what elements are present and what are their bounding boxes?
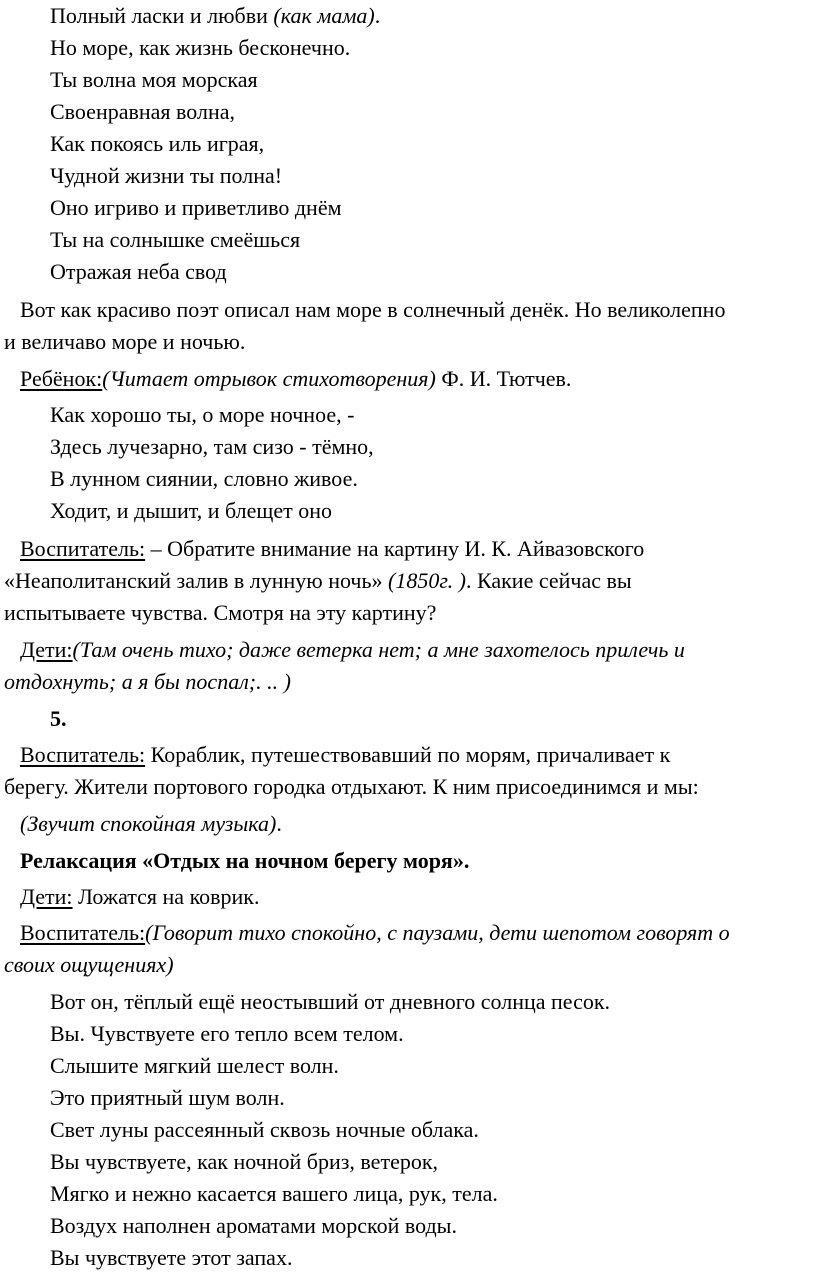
- music-note: (Звучит спокойная музыка).: [20, 811, 282, 836]
- section-number: 5.: [50, 706, 67, 731]
- teacher-line: испытываете чувства. Смотря на эту картину?: [4, 600, 437, 625]
- poem3-line: Воздух наполнен ароматами морской воды.: [50, 1213, 457, 1238]
- speaker-label: Воспитатель:: [20, 742, 146, 767]
- speaker-label: Воспитатель:: [20, 920, 146, 945]
- poem1-line: Своенравная волна,: [50, 99, 235, 124]
- poem1-line: Но море, как жизнь бесконечно.: [50, 35, 351, 60]
- poem1-line: Оно игриво и приветливо днём: [50, 195, 342, 220]
- poem1-line: Как покоясь иль играя,: [50, 131, 265, 156]
- poem1-line: Ты на солнышке смеёшься: [50, 227, 301, 252]
- children-line: Дети: Ложатся на коврик.: [20, 884, 260, 909]
- poem2-line: Ходит, и дышит, и блещет оно: [50, 498, 332, 523]
- speaker-label: Ребёнок:: [20, 366, 103, 391]
- children-line: отдохнуть; а я бы поспал;. .. ): [4, 669, 291, 694]
- teacher-line: берегу. Жители портового городка отдыхают. К ним присоединимся и мы:: [4, 774, 699, 799]
- speaker-label: Воспитатель:: [20, 536, 146, 561]
- poem3-line: Свет луны рассеянный сквозь ночные облака.: [50, 1117, 479, 1142]
- poem3-line: Вот он, тёплый ещё неостывший от дневного солнца песок.: [50, 989, 611, 1014]
- child-reading-line: Ребёнок:(Читает отрывок стихотворения) Ф. И. Тютчев.: [20, 366, 572, 391]
- speaker-label: Дети:: [20, 884, 73, 909]
- poem3-line: Это приятный шум волн.: [50, 1085, 285, 1110]
- speaker-label: Дети:: [20, 637, 73, 662]
- poem2-line: Как хорошо ты, о море ночное, -: [50, 402, 355, 427]
- teacher-line: Воспитатель: – Обратите внимание на картину И. К. Айвазовского: [20, 536, 645, 561]
- poem2-line: Здесь лучезарно, там сизо - тёмно,: [50, 434, 374, 459]
- poem3-line: Слышите мягкий шелест волн.: [50, 1053, 339, 1078]
- paragraph-line: и величаво море и ночью.: [4, 329, 246, 354]
- poem1-line: Полный ласки и любви (как мама).: [50, 3, 381, 28]
- poem1-line: Отражая неба свод: [50, 259, 227, 284]
- teacher-line: Воспитатель:(Говорит тихо спокойно, с паузами, дети шепотом говорят о: [20, 920, 730, 945]
- paragraph-line: Вот как красиво поэт описал нам море в солнечный денёк. Но великолепно: [20, 297, 726, 322]
- poem1-line: Чудной жизни ты полна!: [50, 163, 283, 188]
- poem3-line: Вы чувствуете, как ночной бриз, ветерок,: [50, 1149, 439, 1174]
- children-line: Дети:(Там очень тихо; даже ветерка нет; а мне захотелось прилечь и: [20, 637, 685, 662]
- relaxation-heading: Релаксация «Отдых на ночном берегу моря».: [20, 848, 470, 873]
- poem1-line: Ты волна моя морская: [50, 67, 258, 92]
- poem3-line: Вы. Чувствуете его тепло всем телом.: [50, 1021, 404, 1046]
- teacher-line: Воспитатель: Кораблик, путешествовавший по морям, причаливает к: [20, 742, 671, 767]
- poem3-line: Мягко и нежно касается вашего лица, рук, тела.: [50, 1181, 498, 1206]
- teacher-line: своих ощущениях): [4, 952, 174, 977]
- poem3-line: Вы чувствуете этот запах.: [50, 1245, 293, 1270]
- poem1-aside: (как мама): [273, 3, 375, 28]
- poem2-line: В лунном сиянии, словно живое.: [50, 466, 358, 491]
- teacher-line: «Неаполитанский залив в лунную ночь» (1850г. ). Какие сейчас вы: [4, 568, 632, 593]
